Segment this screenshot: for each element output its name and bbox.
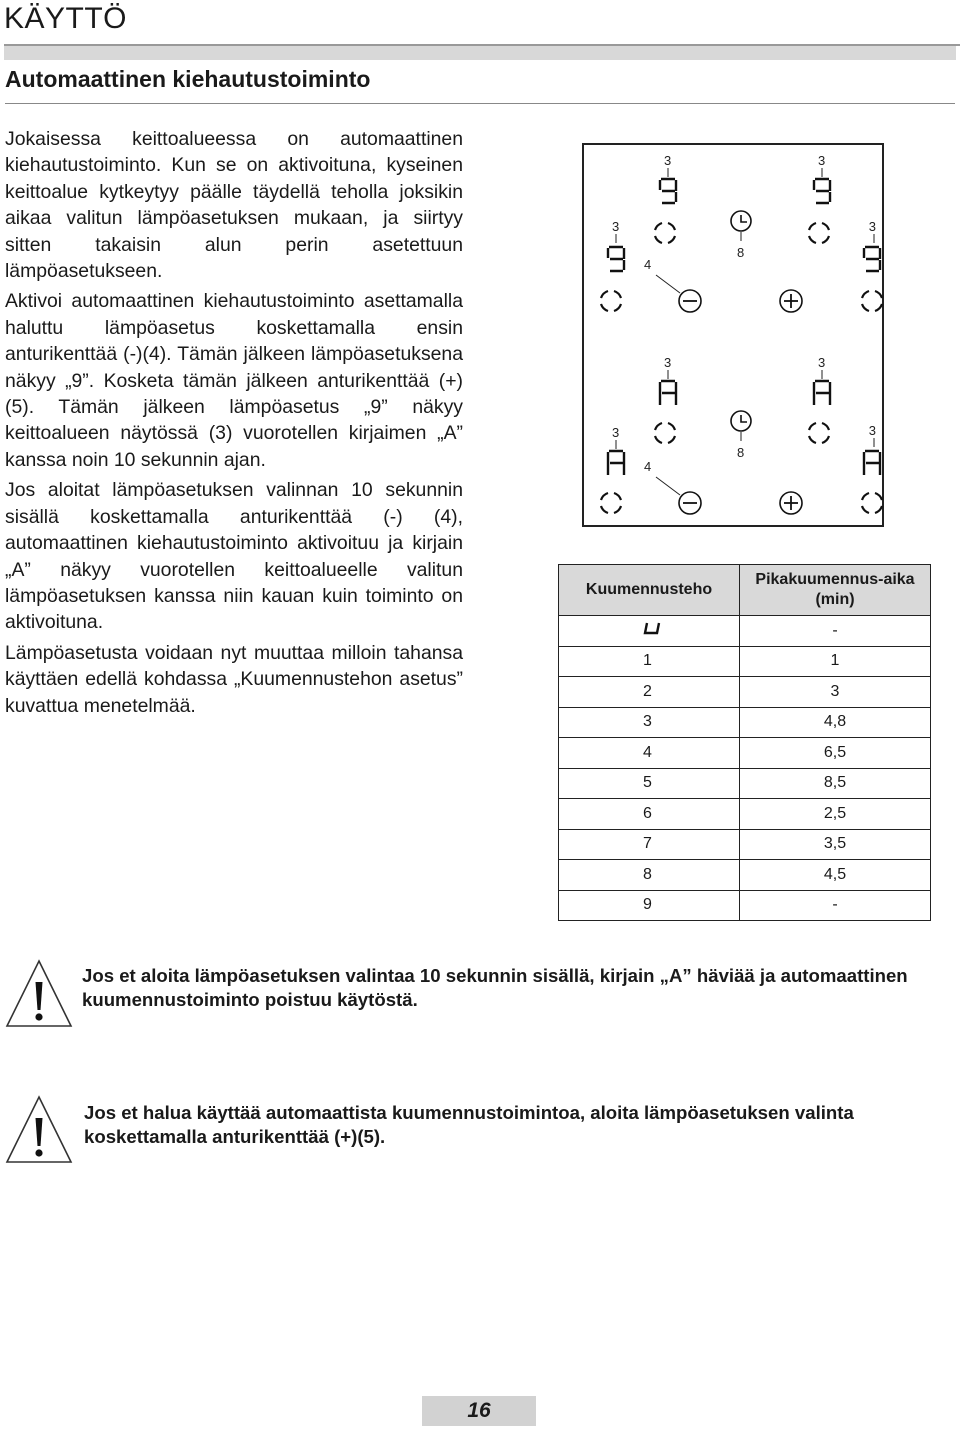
table-cell: 4,5 (740, 860, 931, 891)
label-3: 3 (868, 423, 876, 438)
display-A (814, 381, 830, 405)
warning-icon (4, 1094, 74, 1166)
table-cell: 5 (559, 768, 740, 799)
display-9 (864, 247, 880, 271)
label-4: 4 (644, 257, 652, 272)
warning-text: Jos et aloita lämpöasetuksen valintaa 10 sekunnin sisällä, kirjain „A” häviää ja automaattinen kuumennustoiminto poistuu käytöstä. (82, 965, 908, 1010)
table-cell: 6 (559, 799, 740, 830)
timer-icon[interactable] (731, 211, 751, 231)
table-row (559, 677, 931, 708)
table-cell: 2,5 (740, 799, 931, 830)
table-cell: 1 (559, 646, 740, 677)
table-cell: 8,5 (740, 768, 931, 799)
label-8: 8 (737, 445, 745, 460)
table-cell: 7 (559, 829, 740, 860)
table-cell: 3 (740, 677, 931, 708)
table-cell: 4 (559, 738, 740, 769)
paragraph-2: Aktivoi automaattinen kiehautustoiminto asettamalla haluttu lämpöasetus koskettamalla ensin anturikenttää (-)(4). Tämän jälkeen lämpöasetuksena näkyy „9”. Kosketa tämän jälkeen anturikenttää (+) (5). Tämän jälkeen lämpöasetus „9” näkyy keittoalueen näytössä (3) vuorotellen kirjaimen „A” kanssa noin 10 sekunnin ajan. (5, 290, 463, 471)
table-row (559, 738, 931, 769)
table-row (559, 890, 931, 921)
table-row (559, 799, 931, 830)
sensor-field-icon[interactable] (655, 423, 675, 443)
table-cell: 2 (559, 677, 740, 708)
top-panel (601, 153, 882, 312)
label-3: 3 (612, 219, 620, 234)
sensor-field-icon[interactable] (809, 423, 829, 443)
section-divider (5, 103, 955, 104)
table-cell: 6,5 (740, 738, 931, 769)
display-A (608, 451, 624, 475)
plus-button-icon[interactable] (780, 290, 802, 312)
section-title: Automaattinen kiehautustoiminto (5, 66, 371, 92)
paragraph-4: Lämpöasetusta voidaan nyt muuttaa milloin tahansa käyttäen edellä kohdassa „Kuumennustehon asetus” kuvattua menetelmää. (5, 641, 463, 717)
display-9 (608, 247, 624, 271)
table-cell: - (740, 890, 931, 921)
display-9 (660, 179, 676, 203)
page-header-title: KÄYTTÖ (4, 2, 128, 35)
table-row (559, 829, 931, 860)
table-header-row (559, 565, 931, 616)
heating-table (558, 564, 931, 921)
display-9 (814, 179, 830, 203)
table-row (559, 768, 931, 799)
display-A (660, 381, 676, 405)
timer-icon[interactable] (731, 411, 751, 431)
control-panel-diagram (582, 143, 884, 527)
body-text (5, 126, 463, 723)
table-row (559, 616, 931, 647)
sensor-field-icon[interactable] (862, 493, 882, 513)
table-cell: 9 (559, 890, 740, 921)
table-cell: 8 (559, 860, 740, 891)
minus-button-icon[interactable] (679, 492, 701, 514)
table-row (559, 707, 931, 738)
sensor-field-icon[interactable] (601, 291, 621, 311)
label-3: 3 (664, 355, 672, 370)
table-cell: 3,5 (740, 829, 931, 860)
table-cell: - (740, 616, 931, 647)
label-3: 3 (868, 219, 876, 234)
column-header: Pikakuumennus-aika (min) (740, 565, 931, 616)
minus-button-icon[interactable] (679, 290, 701, 312)
label-8: 8 (737, 245, 745, 260)
table-cell: 1 (740, 646, 931, 677)
bottom-panel (601, 355, 882, 514)
paragraph-3: Jos aloitat lämpöasetuksen valinnan 10 sekunnin sisällä koskettamalla anturikenttää (-) (4), automaattinen kiehautustoiminto aktivoituu ja kirjain „A” näkyy vuorotellen keittoalueelle valitun lämpöasetuksen kanssa niin kauan kuin toiminto on aktivoituna. (5, 479, 463, 634)
sensor-field-icon[interactable] (862, 291, 882, 311)
plus-button-icon[interactable] (780, 492, 802, 514)
header-bar (4, 44, 956, 60)
label-3: 3 (818, 153, 826, 168)
warning-icon (4, 958, 74, 1030)
label-3: 3 (818, 355, 826, 370)
display-A (864, 451, 880, 475)
warning-text: Jos et halua käyttää automaattista kuumennustoimintoa, aloita lämpöasetuksen valinta koskettamalla anturikenttää (+)(5). (84, 1102, 854, 1147)
sensor-field-icon[interactable] (809, 223, 829, 243)
table-cell: 3 (559, 707, 740, 738)
display-u-icon (643, 620, 665, 636)
label-3: 3 (664, 153, 672, 168)
column-header: Kuumennusteho (559, 565, 740, 616)
table-row (559, 646, 931, 677)
paragraph-1: Jokaisessa keittoalueessa on automaattinen kiehautustoiminto. Kun se on aktivoituna, kyseinen keittoalue kytkeytyy päälle täydellä teholla joksikin aikaa valitun lämpöasetuksen mukaan, ja siirtyy sitten takaisin alun perin asetettuun lämpöasetukseen. (5, 128, 463, 283)
sensor-field-icon[interactable] (601, 493, 621, 513)
label-4: 4 (644, 459, 652, 474)
table-cell: 4,8 (740, 707, 931, 738)
table-row (559, 860, 931, 891)
label-3: 3 (612, 425, 620, 440)
page-number: 16 (422, 1396, 536, 1426)
table-cell (559, 616, 740, 647)
sensor-field-icon[interactable] (655, 223, 675, 243)
